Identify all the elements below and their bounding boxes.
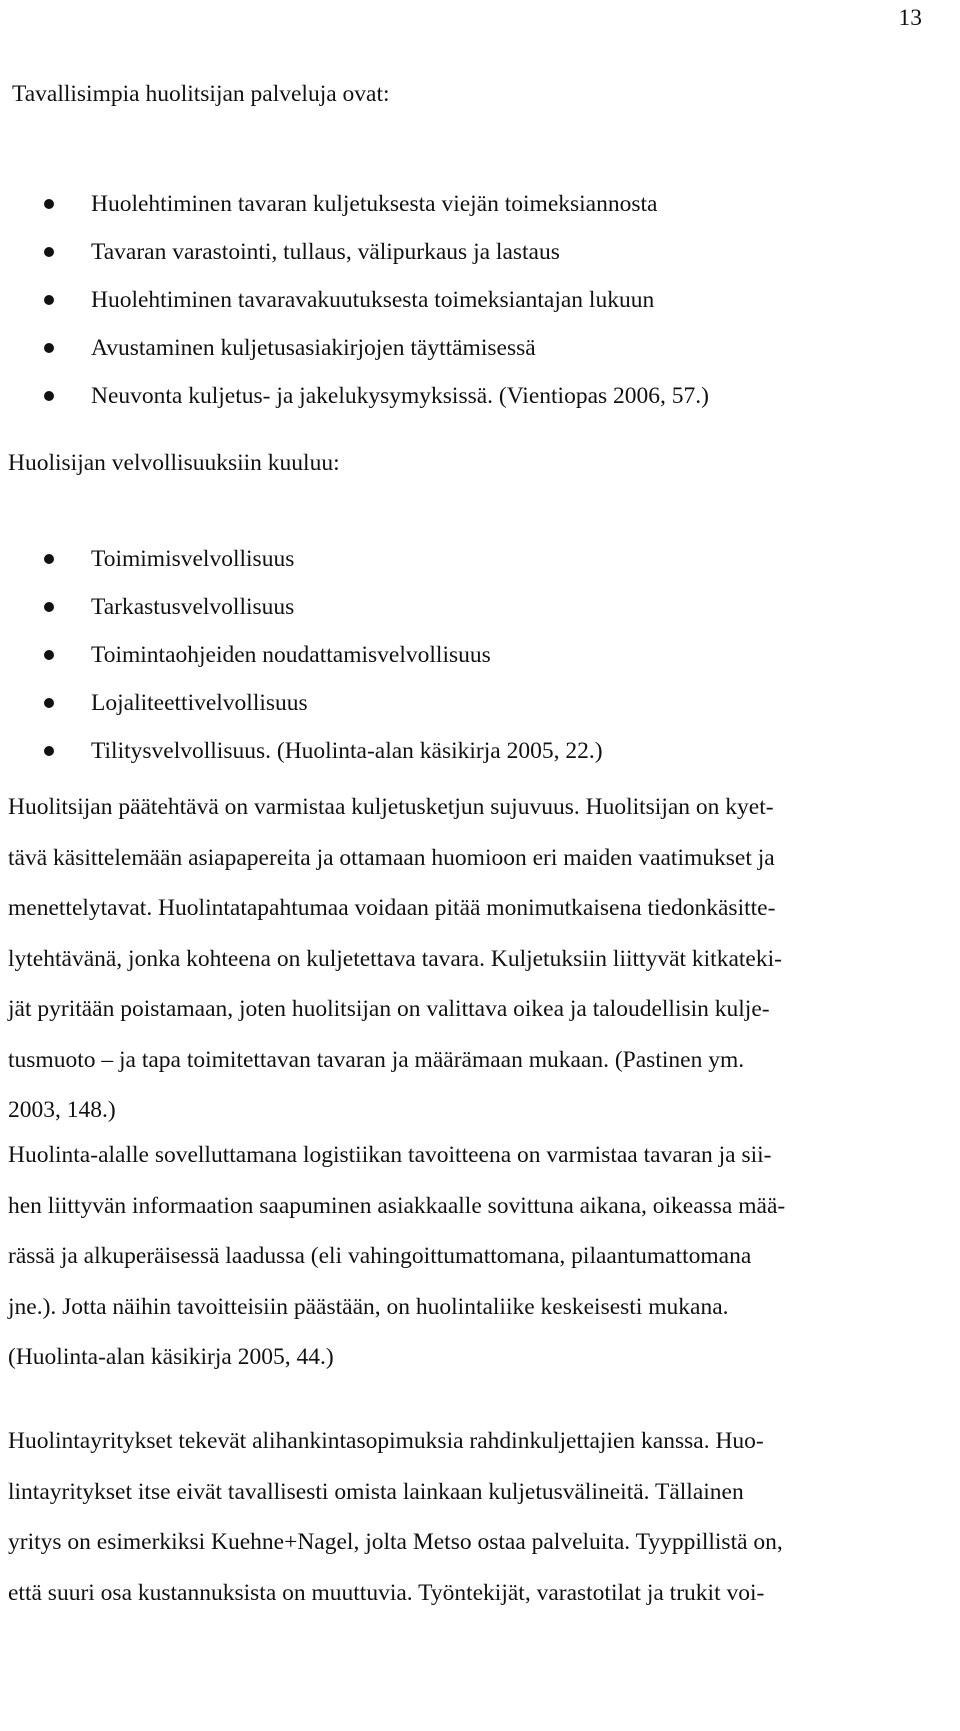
- paragraph-line: että suuri osa kustannuksista on muuttuvia. Työntekijät, varastotilat ja trukit voi-: [8, 1579, 765, 1606]
- paragraph-forwarder-main-task: [8, 793, 782, 1147]
- bullet-icon: [44, 554, 54, 564]
- paragraph-line: menettelytavat. Huolintatapahtumaa voidaan pitää monimutkaisena tiedonkäsitte-: [8, 895, 776, 921]
- paragraph-line: jät pyritään poistamaan, joten huolitsijan on valittava oikea ja taloudellisin kulje-: [8, 996, 770, 1022]
- paragraph-line: jne.). Jotta näihin tavoitteisiin päästään, on huolintaliike keskeisesti mukana.: [8, 1293, 729, 1320]
- bullet-icon: [44, 295, 54, 305]
- paragraph-line: lintayritykset itse eivät tavallisesti omista lainkaan kuljetusvälineitä. Tällainen: [8, 1478, 744, 1505]
- paragraph-line: Huolintayritykset tekevät alihankintasopimuksia rahdinkuljettajien kanssa. Huo-: [8, 1428, 764, 1454]
- paragraph-line: hen liittyvän informaation saapuminen asiakkaalle sovittuna aikana, oikeassa mää-: [8, 1192, 786, 1219]
- paragraph-line: (Huolinta-alan käsikirja 2005, 44.): [8, 1344, 334, 1370]
- bullet-icon: [44, 199, 54, 209]
- bullet-icon: [44, 650, 54, 660]
- paragraph-logistics-goal: [8, 1141, 785, 1394]
- bullet-icon: [44, 343, 54, 353]
- list-item-text: Huolehtiminen tavaravakuutuksesta toimeksiantajan lukuun: [91, 287, 655, 313]
- paragraph-line: 2003, 148.): [8, 1097, 116, 1123]
- paragraph-line: yritys on esimerkiksi Kuehne+Nagel, jolta Metso ostaa palveluita. Tyyppillistä on,: [8, 1529, 783, 1555]
- list-item-text: Avustaminen kuljetusasiakirjojen täyttämisessä: [91, 335, 536, 361]
- paragraph-line: rässä ja alkuperäisessä laadussa (eli vahingoittumattomana, pilaantumattomana: [8, 1243, 752, 1269]
- list-item-text: Toimimisvelvollisuus: [91, 546, 295, 572]
- list-item-text: Tilitysvelvollisuus. (Huolinta-alan käsikirja 2005, 22.): [91, 738, 603, 764]
- list-item-text: Tarkastusvelvollisuus: [91, 594, 295, 620]
- list-item-text: Lojaliteettivelvollisuus: [91, 690, 308, 716]
- paragraph-line: Huolitsijan päätehtävä on varmistaa kuljetusketjun sujuvuus. Huolitsijan on kyet-: [8, 794, 774, 820]
- list-item-text: Tavaran varastointi, tullaus, välipurkaus ja lastaus: [91, 239, 560, 265]
- paragraph-subcontracting: [8, 1427, 783, 1629]
- paragraph-line: tusmuoto – ja tapa toimitettavan tavaran ja määrämaan mukaan. (Pastinen ym.: [8, 1046, 745, 1073]
- list-item-text: Huolehtiminen tavaran kuljetuksesta viejän toimeksiannosta: [91, 191, 658, 217]
- services-intro: Tavallisimpia huolitsijan palveluja ovat:: [12, 81, 390, 107]
- list-item-text: Neuvonta kuljetus- ja jakelukysymyksissä. (Vientiopas 2006, 57.): [91, 383, 709, 409]
- bullet-icon: [44, 602, 54, 612]
- bullet-icon: [44, 247, 54, 257]
- list-item-text: Toimintaohjeiden noudattamisvelvollisuus: [91, 642, 491, 668]
- duties-label: Huolisijan velvollisuuksiin kuuluu:: [8, 450, 340, 476]
- bullet-icon: [44, 698, 54, 708]
- page-number: 13: [898, 5, 922, 31]
- bullet-icon: [44, 746, 54, 756]
- paragraph-line: Huolinta-alalle sovelluttamana logistiikan tavoitteena on varmistaa tavaran ja sii-: [8, 1142, 772, 1168]
- bullet-icon: [44, 391, 54, 401]
- paragraph-line: tävä käsittelemään asiapapereita ja ottamaan huomioon eri maiden vaatimukset ja: [8, 844, 775, 871]
- paragraph-line: lytehtävänä, jonka kohteena on kuljetettava tavara. Kuljetuksiin liittyvät kitkateki-: [8, 945, 782, 972]
